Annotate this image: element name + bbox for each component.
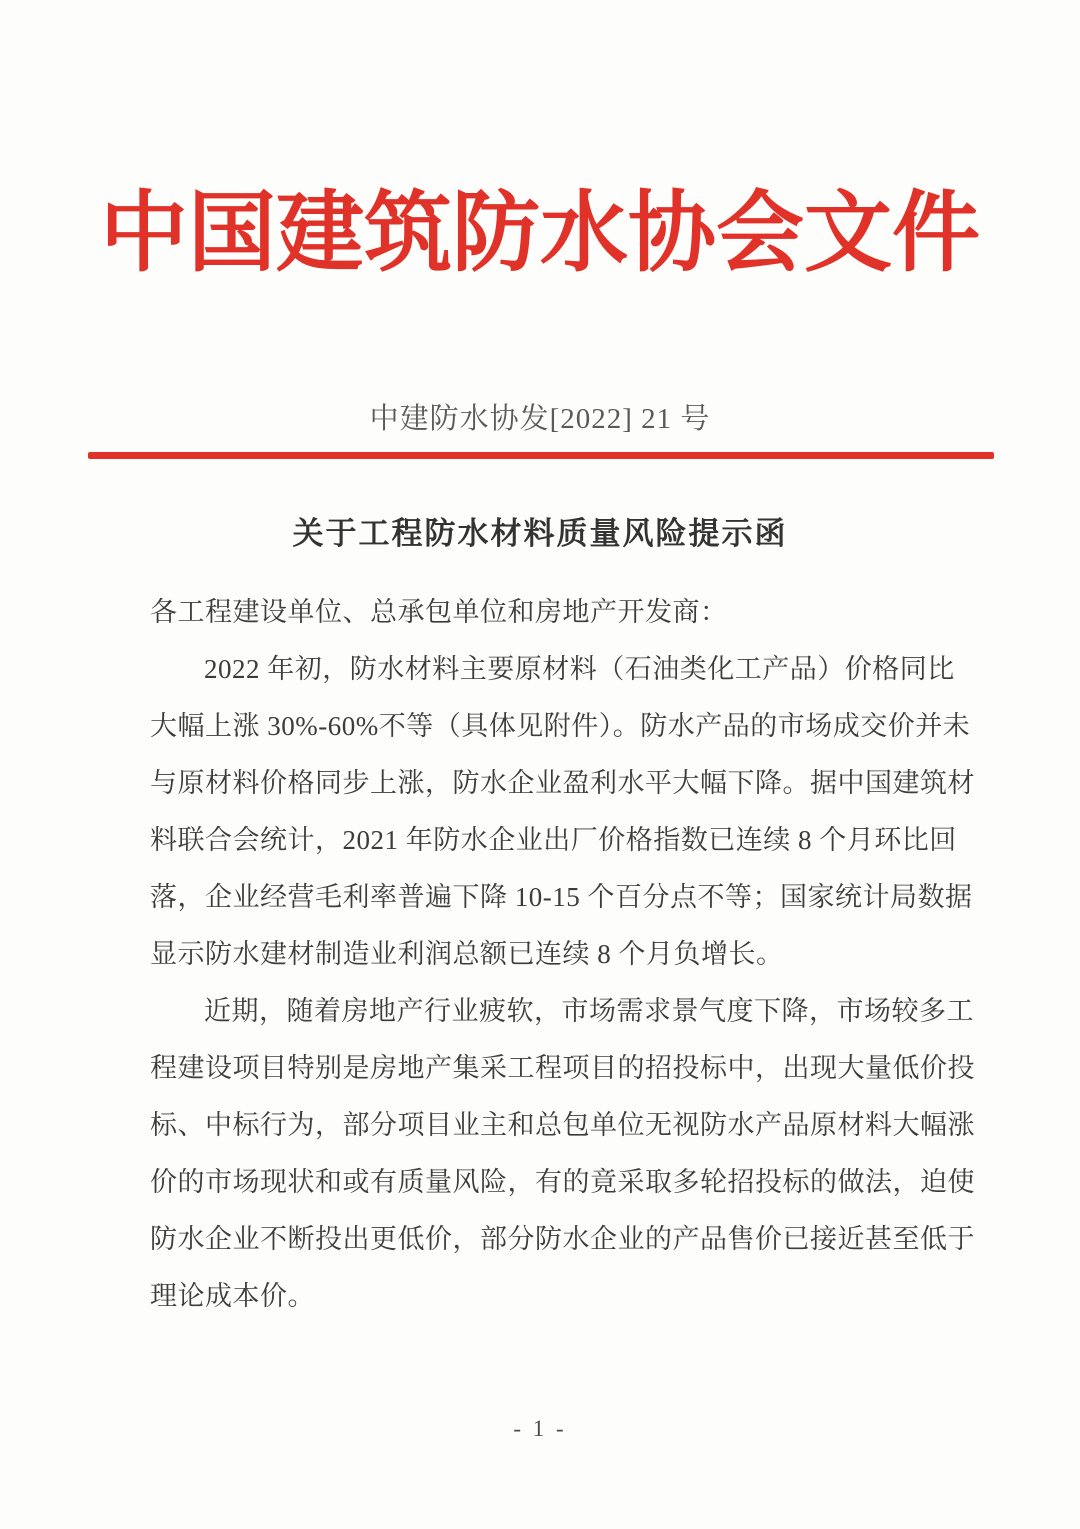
doc-number: 中建防水协发[2022] 21 号 xyxy=(369,403,711,435)
body-line: 2022 年初，防水材料主要原材料（石油类化工产品）价格同比 xyxy=(204,654,955,684)
body-line: 理论成本价。 xyxy=(150,1281,315,1311)
body-line: 程建设项目特别是房地产集采工程项目的招投标中，出现大量低价投 xyxy=(150,1053,975,1083)
body-paragraph-2 xyxy=(150,983,975,1325)
body-line: 与原材料价格同步上涨，防水企业盈利水平大幅下降。据中国建筑材 xyxy=(150,768,975,798)
body-line: 标、中标行为，部分项目业主和总包单位无视防水产品原材料大幅涨 xyxy=(150,1110,975,1140)
body-line: 落，企业经营毛利率普遍下降 10-15 个百分点不等；国家统计局数据 xyxy=(150,882,973,912)
salutation-line: 各工程建设单位、总承包单位和房地产开发商： xyxy=(150,597,728,627)
body-line: 大幅上涨 30%-60%不等（具体见附件）。防水产品的市场成交价并未 xyxy=(150,711,971,741)
red-divider-line xyxy=(88,452,994,459)
page-number: - 1 - xyxy=(513,1416,567,1441)
body-line: 防水企业不断投出更低价，部分防水企业的产品售价已接近甚至低于 xyxy=(150,1224,975,1254)
body-line: 料联合会统计，2021 年防水企业出厂价格指数已连续 8 个月环比回 xyxy=(150,825,957,855)
document-body xyxy=(150,584,975,1325)
body-paragraph-1 xyxy=(150,641,975,983)
body-line: 近期，随着房地产行业疲软，市场需求景气度下降，市场较多工 xyxy=(204,996,974,1026)
org-title: 中国建筑防水协会文件 xyxy=(99,186,980,283)
doc-title: 关于工程防水材料质量风险提示函 xyxy=(292,516,788,551)
body-line: 价的市场现状和或有质量风险，有的竟采取多轮招投标的做法，迫使 xyxy=(150,1167,975,1197)
body-line: 显示防水建材制造业利润总额已连续 8 个月负增长。 xyxy=(150,939,784,969)
